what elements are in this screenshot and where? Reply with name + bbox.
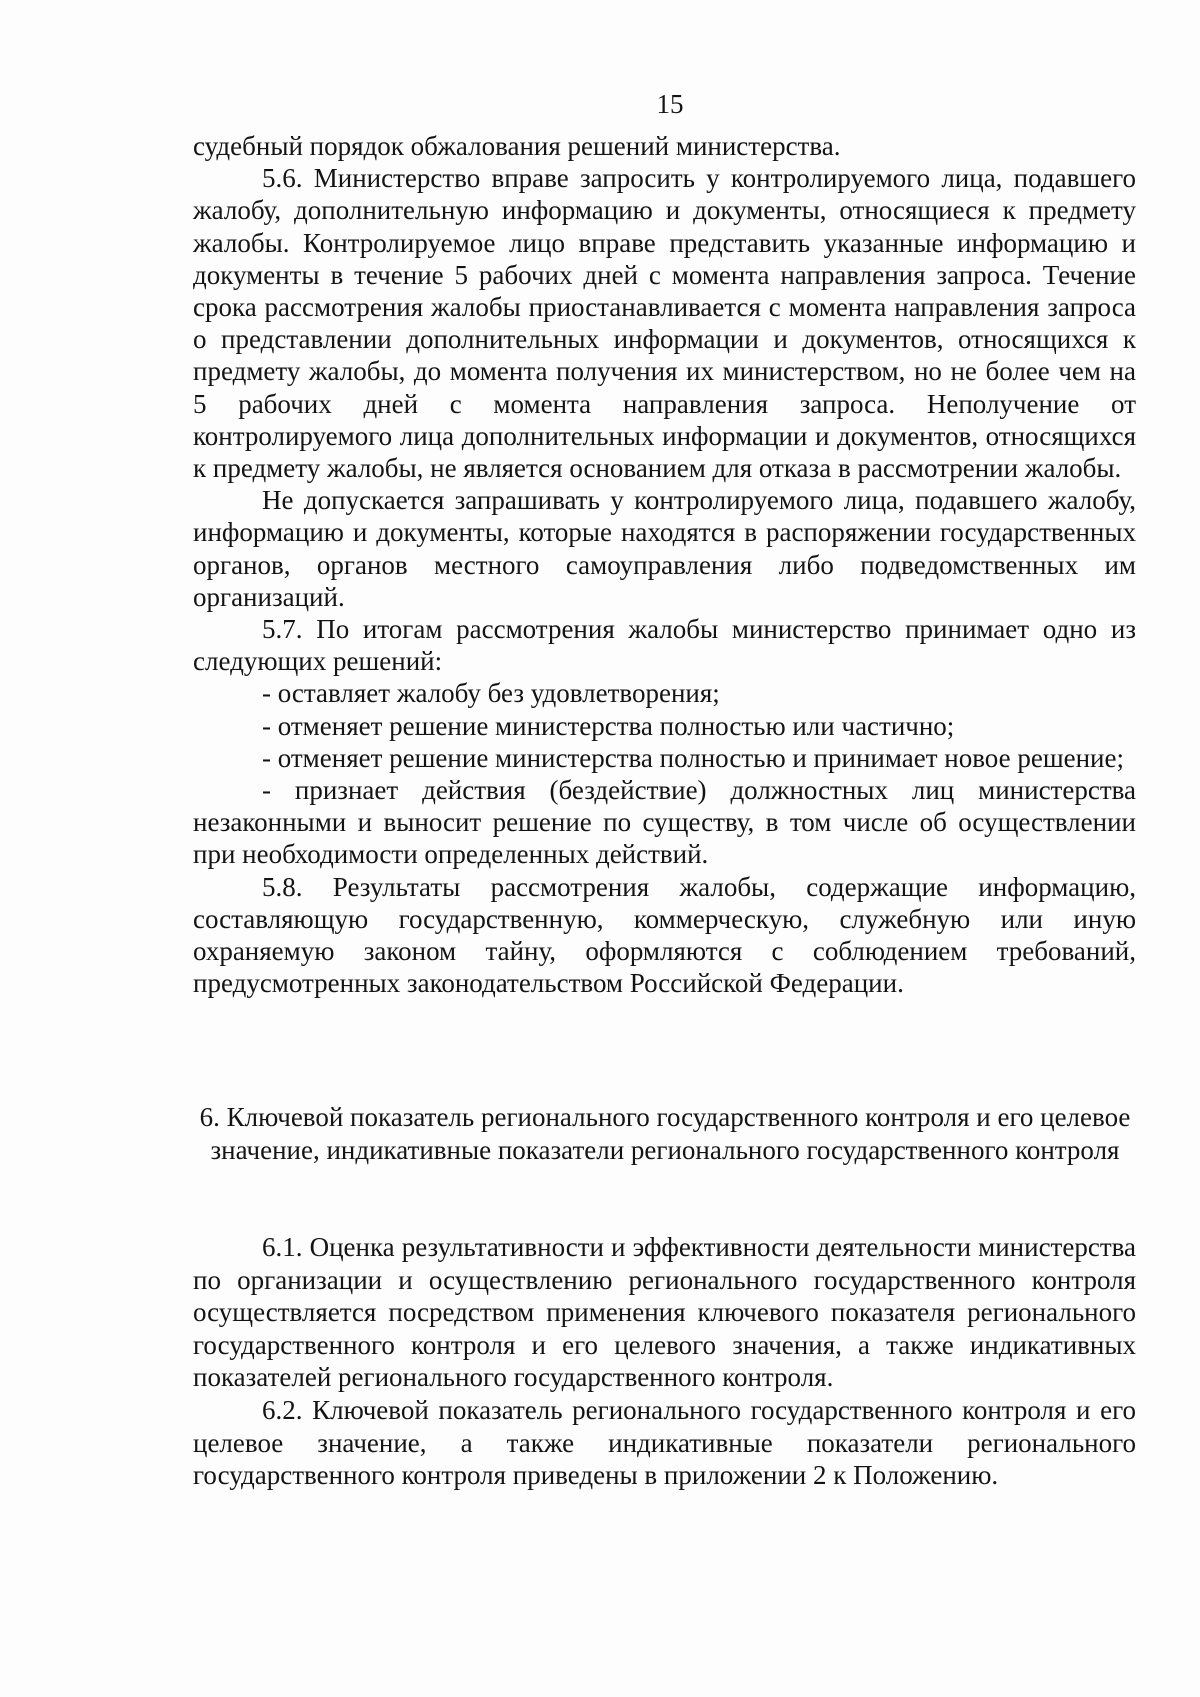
decision-item: - отменяет решение министерства полностью или частично; [262, 710, 955, 741]
decision-item: - отменяет решение министерства полностью и принимает новое решение; [262, 742, 1124, 773]
paragraph-6-1: 6.1. Оценка результативности и эффективности деятельности министерства по организации и осуществлению регионального государственного контроля осуществляется посредством применения ключевого показателя регионального государственного контроля и его целевого значения, а также индикативных показателей регионального государственного контроля. [193, 1232, 1136, 1393]
page-number: 15 [656, 89, 684, 119]
paragraph-5-7: 5.7. По итогам рассмотрения жалобы министерство принимает одно из следующих решений: [193, 614, 1136, 677]
section-6-text [193, 1231, 1136, 1492]
section-6-heading: 6. Ключевой показатель регионального государственного контроля и его целевое значение, индикативные показатели регионального государственного контроля [199, 1102, 1131, 1165]
paragraph-5-6: 5.6. Министерство вправе запросить у контролируемого лица, подавшего жалобу, дополнительную информацию и документы, относящиеся к предмету жалобы. Контролируемое лицо вправе представить указанные информацию и документы в течение 5 рабочих дней с момента направления запроса. Течение срока рассмотрения жалобы приостанавливается с момента направления запроса о представлении дополнительных информации и документов, относящихся к предмету жалобы, до момента получения их министерством, но не более чем на 5 рабочих дней с момента направления запроса. Неполучение от контролируемого лица дополнительных информации и документов, относящихся к предмету жалобы, не является основанием для отказа в рассмотрении жалобы. [193, 163, 1136, 484]
paragraph-not-allowed: Не допускается запрашивать у контролируемого лица, подавшего жалобу, информацию и документы, которые находятся в распоряжении государственных органов, органов местного самоуправления либо подведомственных им организаций. [193, 485, 1136, 612]
paragraph-6-2: 6.2. Ключевой показатель регионального государственного контроля и его целевое значение, а также индикативные показатели регионального государственного контроля приведены в приложении 2 к Положению. [193, 1394, 1136, 1491]
section-5-text [193, 130, 1136, 999]
decision-item: - признает действия (бездействие) должностных лиц министерства незаконными и выносит решение по существу, в том числе об осуществлении при необходимости определенных действий. [193, 775, 1136, 870]
paragraph-continuation: судебный порядок обжалования решений министерства. [193, 131, 841, 161]
decision-item: - оставляет жалобу без удовлетворения; [262, 678, 720, 709]
paragraph-5-8: 5.8. Результаты рассмотрения жалобы, содержащие информацию, составляющую государственную, коммерческую, служебную или иную охраняемую законом тайну, оформляются с соблюдением требований, предусмотренных законодательством Российской Федерации. [193, 871, 1136, 999]
